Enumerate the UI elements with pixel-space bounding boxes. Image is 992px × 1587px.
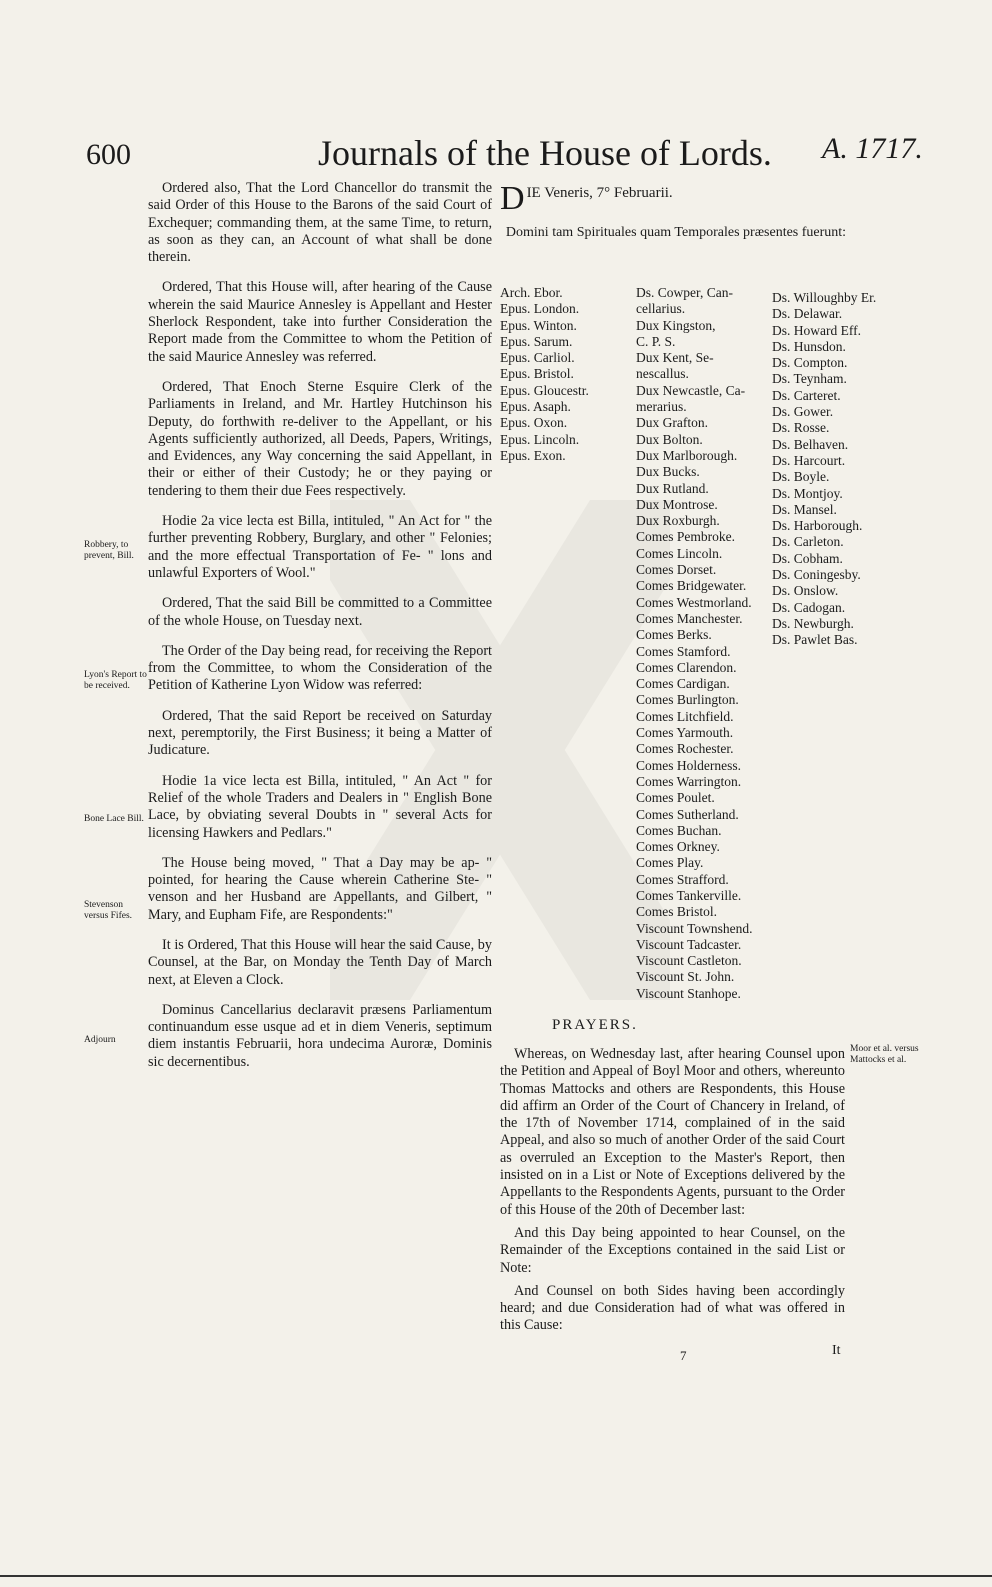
list-item: Ds. Rosse. [772, 420, 830, 436]
list-item: Comes Play. [636, 855, 704, 871]
list-item: Comes Yarmouth. [636, 725, 734, 741]
prayers-heading: PRAYERS. [552, 1017, 638, 1033]
list-item: Ds. Carleton. [772, 534, 844, 550]
page-year: A. 1717. [822, 132, 923, 165]
list-item: Ds. Cobham. [772, 550, 843, 566]
paragraph: The House being moved, " That a Day may be ap- " pointed, for hearing the Cause wherein Catherine Ste- " venson and her Husband are Appellants, and Gilbert, " Mary, and Eupham Fife, are Respondents:" [148, 854, 492, 923]
list-item: Comes Rochester. [636, 741, 734, 757]
list-item: Comes Warrington. [636, 773, 742, 789]
list-item: Comes Pembroke. [636, 529, 735, 545]
list-item: Viscount Tadcaster. [636, 936, 742, 952]
list-item: Comes Burlington. [636, 692, 739, 708]
list-item: Epus. Asaph. [500, 399, 571, 415]
list-item: Viscount St. John. [636, 969, 735, 985]
list-item: Comes Poulet. [636, 790, 715, 806]
paragraph: Ordered, That this House will, after hearing of the Cause wherein the said Maurice Annesley is Appellant and Hester Sherlock Respondent, take into further Consideration the Report made from the Committee to whom the Petition of the said Maurice Annesley was referred. [148, 279, 492, 365]
list-item: Comes Manchester. [636, 610, 743, 626]
margin-note-lyon: Lyon's Report to be received. [84, 670, 147, 691]
list-temporal-right [772, 290, 876, 649]
list-item: Comes Dorset. [636, 562, 717, 578]
list-item: Dux Bolton. [636, 431, 703, 447]
day-heading [500, 180, 852, 217]
list-item: Comes Clarendon. [636, 659, 737, 675]
list-item: Arch. Ebor. [500, 285, 563, 300]
list-item: Dux Newcastle, Ca- [636, 382, 746, 398]
bottom-rule [0, 1575, 992, 1577]
list-item: Comes Westmorland. [636, 594, 752, 610]
list-item: Ds. Cadogan. [772, 599, 846, 615]
list-item: Ds. Coningesby. [772, 567, 861, 583]
list-item: Comes Lincoln. [636, 545, 723, 561]
paragraph: Ordered also, That the Lord Chancellor do transmit the said Order of this House to the Barons of the said Court of Exchequer; commanding them, at the same Time, to return, as soon as they can, an Account of what shall be done therein. [148, 180, 492, 266]
list-item: Ds. Gower. [772, 404, 834, 420]
list-item: merarius. [636, 399, 687, 415]
margin-note-bonelace: Bone Lace Bill. [84, 814, 144, 824]
list-item: Dux Marlborough. [636, 447, 738, 463]
list-item: Viscount Stanhope. [636, 985, 741, 1001]
page-title: Journals of the House of Lords. [318, 133, 772, 173]
present-heading: Domini tam Spirituales quam Temporales præsentes fuerunt: [505, 225, 847, 241]
paragraph: Hodie 2a vice lecta est Billa, intituled, " An Act for " the further preventing Robbery, Burglary, and other " Felonies; and the more effectual Transportation of Fe- " lons and unlawful Exporters of Wool." [148, 513, 492, 581]
list-item: Ds. Newburgh. [772, 615, 854, 631]
list-item: Ds. Onslow. [772, 583, 839, 599]
list-item: Ds. Howard Eff. [772, 322, 861, 338]
day-heading-text: IE Veneris, 7° Februarii. [526, 185, 673, 201]
paragraph: And Counsel on both Sides having been accordingly heard; and due Consideration had of what was offered in this Cause: [500, 1282, 845, 1334]
list-item: cellarius. [636, 301, 686, 317]
list-item: Ds. Harcourt. [772, 452, 846, 468]
list-item: Comes Litchfield. [636, 708, 734, 724]
left-column [148, 180, 492, 1084]
paragraph: Whereas, on Wednesday last, after hearing Counsel upon the Petition and Appeal of Boyl Moor and others, whereunto Thomas Mattocks and others are Respondents, this House did affirm an Order of the Court of Chancery in Ireland, of the 17th of November 1714, complained of in the said Appeal, and also so much of another Order of the said Court as overruled an Exception to the Master's Report, then insisted on in a List or Note of Exceptions delivered by the Appellants to the Respondents Agents, pursuant to the Order of this House of the 20th of December last: [500, 1046, 845, 1218]
list-item: Comes Buchan. [636, 822, 722, 838]
margin-note-stevenson: Stevenson versus Fifes. [84, 900, 133, 921]
list-item: Viscount Castleton. [636, 953, 742, 969]
list-item: Ds. Delawar. [772, 306, 843, 322]
list-item: Ds. Hunsdon. [772, 338, 846, 354]
list-item: Dux Montrose. [636, 496, 718, 512]
list-item: Ds. Harborough. [772, 518, 863, 534]
drop-cap: D [500, 180, 525, 217]
list-item: Comes Sutherland. [636, 806, 739, 822]
list-item: Epus. Sarum. [500, 333, 573, 349]
list-item: Dux Roxburgh. [636, 513, 720, 529]
list-item: Ds. Montjoy. [772, 485, 843, 501]
list-item: Comes Bridgewater. [636, 578, 747, 594]
paragraph: And this Day being appointed to hear Counsel, on the Remainder of the Exceptions contained in the said List or Note: [500, 1224, 845, 1276]
list-item: Dux Rutland. [636, 480, 709, 496]
list-item: Dux Grafton. [636, 415, 708, 431]
list-item: Ds. Compton. [772, 355, 848, 371]
list-item: Comes Berks. [636, 627, 712, 643]
list-item: Dux Kent, Se- [636, 350, 714, 366]
margin-note-moor: Moor et al. versus Mattocks et al. [850, 1044, 919, 1065]
list-item: Epus. Carliol. [500, 350, 575, 366]
list-item: Comes Bristol. [636, 904, 718, 920]
list-item: Dux Bucks. [636, 464, 700, 480]
list-item: Comes Stamford. [636, 643, 731, 659]
list-item: Comes Holderness. [636, 757, 741, 773]
prayers-text [500, 1046, 845, 1341]
paragraph: It is Ordered, That this House will hear the said Cause, by Counsel, at the Bar, on Monday the Tenth Day of March next, at Eleven a Clock. [148, 936, 492, 988]
list-temporal-mid [636, 285, 753, 1002]
list-item: Ds. Pawlet Bas. [772, 632, 858, 648]
paragraph: Ordered, That the said Bill be committed to a Committee of the whole House, on Tuesday next. [148, 595, 492, 629]
list-item: Epus. Lincoln. [500, 431, 580, 447]
right-column [500, 180, 852, 255]
list-item: Ds. Cowper, Can- [636, 285, 733, 300]
list-item: Ds. Boyle. [772, 469, 830, 485]
list-item: Ds. Mansel. [772, 501, 837, 517]
list-item: Epus. Gloucestr. [500, 382, 589, 398]
list-item: Ds. Teynham. [772, 371, 847, 387]
list-item: Ds. Belhaven. [772, 436, 849, 452]
list-item: Comes Cardigan. [636, 676, 730, 692]
list-item: Epus. London. [500, 301, 580, 317]
list-item: Comes Tankerville. [636, 887, 742, 903]
catchword: It [832, 1343, 841, 1358]
list-item: Epus. Bristol. [500, 366, 574, 382]
list-spiritual [500, 285, 589, 464]
list-item: Ds. Willoughby Er. [772, 290, 877, 305]
list-item: Dux Kingston, [636, 317, 716, 333]
list-item: C. P. S. [636, 333, 676, 349]
list-item: Epus. Winton. [500, 317, 577, 333]
page-number: 600 [86, 138, 131, 171]
paragraph: Ordered, That the said Report be received on Saturday next, peremptorily, the First Business; it being a Matter of Judicature. [148, 707, 492, 759]
margin-note-adjourn: Adjourn [84, 1035, 116, 1045]
list-item: Viscount Townshend. [636, 920, 753, 936]
list-item: nescallus. [636, 366, 689, 382]
margin-note-robbery: Robbery, to prevent, Bill. [84, 540, 134, 561]
list-item: Comes Orkney. [636, 839, 720, 855]
paragraph: The Order of the Day being read, for receiving the Report from the Committee, to whom the Consideration of the Petition of Katherine Lyon Widow was referred: [148, 642, 492, 694]
paragraph: Hodie 1a vice lecta est Billa, intituled, " An Act " for Relief of the whole Traders and Dealers in " English Bone Lace, by obviating several Doubts in " several Acts for licensing Hawkers and Pedlars." [148, 772, 492, 841]
paragraph: Dominus Cancellarius declaravit præsens Parliamentum continuandum esse usque ad et in diem Veneris, septimum diem instantis Februarii, hora undecima Auroræ, Dominis sic decernentibus. [148, 1001, 492, 1070]
list-item: Epus. Oxon. [500, 415, 568, 431]
signature-mark: 7 [680, 1348, 687, 1363]
list-item: Epus. Exon. [500, 447, 566, 463]
list-item: Comes Strafford. [636, 871, 729, 887]
paragraph: Ordered, That Enoch Sterne Esquire Clerk of the Parliaments in Ireland, and Mr. Hartley Hutchinson his Deputy, do forthwith re-deliver to the Appellant, or his Agents sufficiently authorized, all Deeds, Papers, Writings, and Evidences, any Way concerning the said Appellant, in their or either of their Custody; he or they paying or tendering to them their due Fees respectively. [148, 378, 492, 499]
list-item: Ds. Carteret. [772, 387, 841, 403]
